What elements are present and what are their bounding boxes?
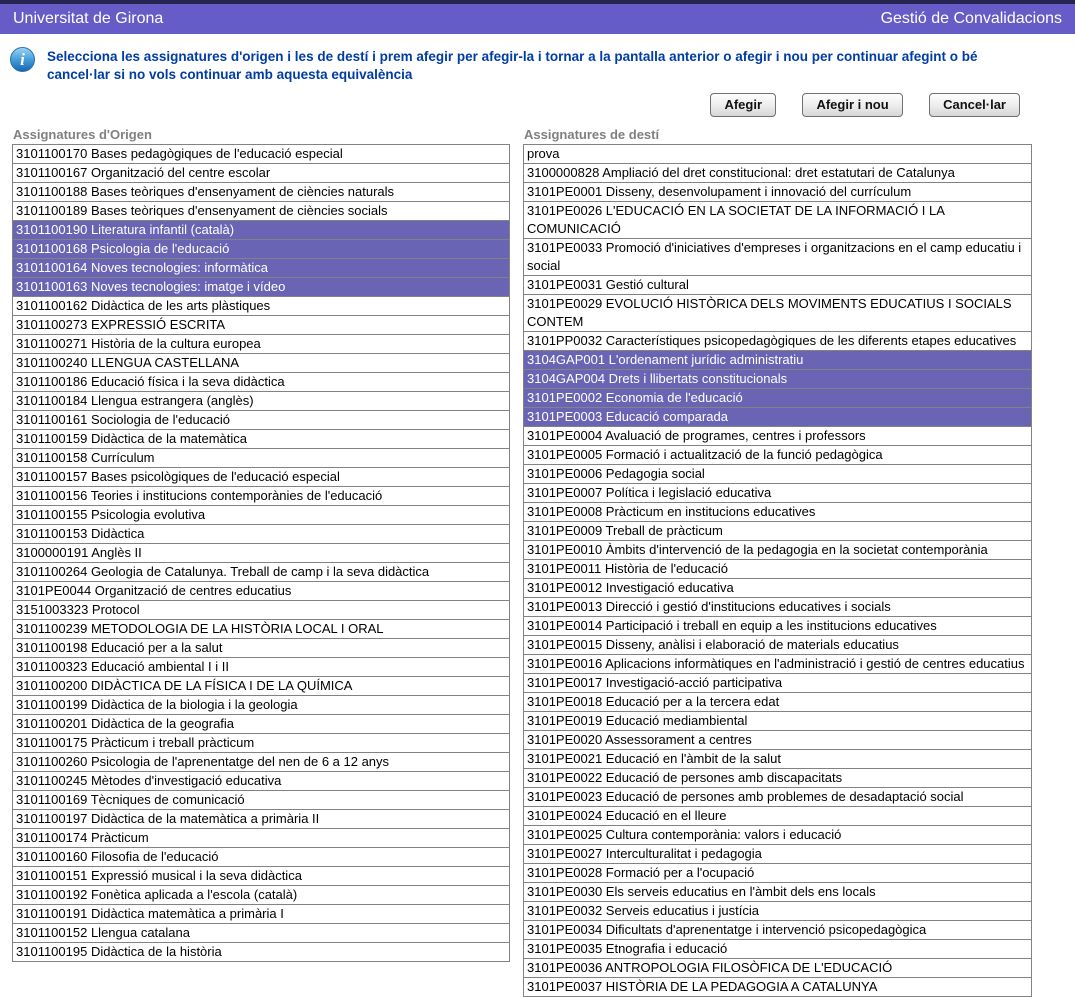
destination-course-item[interactable]: 3101PE0037 HISTÒRIA DE LA PEDAGOGIA A CATALUNYA [524,978,1031,997]
destination-course-item[interactable]: 3101PE0023 Educació de persones amb problemes de desadaptació social [524,788,1031,807]
origin-course-item[interactable]: 3101100160 Filosofia de l'educació [13,848,509,867]
origin-course-item[interactable]: 3101100273 EXPRESSIÓ ESCRITA [13,316,509,335]
origin-list-header: Assignatures d'Origen [13,127,152,142]
destination-course-item[interactable]: 3101PE0034 Dificultats d'aprenentatge i intervenció psicopedagògica [524,921,1031,940]
origin-course-item[interactable]: 3101100245 Mètodes d'investigació educativa [13,772,509,791]
origin-course-item[interactable]: 3101100151 Expressió musical i la seva didàctica [13,867,509,886]
destination-course-item[interactable]: 3101PE0001 Disseny, desenvolupament i innovació del currículum [524,183,1031,202]
origin-course-item[interactable]: 3101100155 Psicologia evolutiva [13,506,509,525]
origin-course-item[interactable]: 3101100157 Bases psicològiques de l'educació especial [13,468,509,487]
origin-course-item[interactable]: 3101100161 Sociologia de l'educació [13,411,509,430]
origin-course-item[interactable]: 3101100189 Bases teòriques d'ensenyament de ciències socials [13,202,509,221]
destination-course-item[interactable]: prova [524,145,1031,164]
destination-course-item[interactable]: 3101PE0031 Gestió cultural [524,276,1031,295]
app-header [0,0,1075,34]
destination-course-item[interactable]: 3101PE0006 Pedagogia social [524,465,1031,484]
page-title: Gestió de Convalidacions [880,10,1062,27]
origin-course-item[interactable]: 3101100239 METODOLOGIA DE LA HISTÒRIA LOCAL I ORAL [13,620,509,639]
destination-course-item[interactable]: 3101PE0003 Educació comparada [524,408,1031,427]
origin-course-item[interactable]: 3101100153 Didàctica [13,525,509,544]
origin-course-item[interactable]: 3101100199 Didàctica de la biologia i la geologia [13,696,509,715]
toolbar [0,93,1075,119]
origin-course-item[interactable]: 3101100170 Bases pedagògiques de l'educació especial [13,145,509,164]
origin-course-item[interactable]: 3101100164 Noves tecnologies: informàtica [13,259,509,278]
app-title: Universitat de Girona [13,10,164,27]
origin-course-item[interactable]: 3101100186 Educació física i la seva didàctica [13,373,509,392]
origin-course-item[interactable]: 3101PE0044 Organització de centres educatius [13,582,509,601]
origin-course-item[interactable]: 3101100156 Teories i institucions contemporànies de l'educació [13,487,509,506]
destination-course-item[interactable]: 3100000828 Ampliació del dret constitucional: dret estatutari de Catalunya [524,164,1031,183]
afegir-i-nou-button[interactable]: Afegir i nou [802,93,902,117]
origin-course-item[interactable]: 3101100195 Didàctica de la història [13,943,509,962]
origin-course-item[interactable]: 3101100168 Psicologia de l'educació [13,240,509,259]
origin-course-item[interactable]: 3101100184 Llengua estrangera (anglès) [13,392,509,411]
afegir-button[interactable]: Afegir [710,93,776,117]
origin-course-item[interactable]: 3101100191 Didàctica matemàtica a primària I [13,905,509,924]
destination-course-item[interactable]: 3101PE0017 Investigació-acció participativa [524,674,1031,693]
destination-course-item[interactable]: 3101PE0011 Història de l'educació [524,560,1031,579]
origin-course-item[interactable]: 3101100323 Educació ambiental I i II [13,658,509,677]
origin-course-item[interactable]: 3101100174 Pràcticum [13,829,509,848]
destination-course-item[interactable]: 3101PE0036 ANTROPOLOGIA FILOSÒFICA DE L'EDUCACIÓ [524,959,1031,978]
origin-course-item[interactable]: 3101100167 Organització del centre escolar [13,164,509,183]
destination-course-item[interactable]: 3101PE0014 Participació i treball en equip a les institucions educatives [524,617,1031,636]
destination-course-item[interactable]: 3101PE0026 L'EDUCACIÓ EN LA SOCIETAT DE LA INFORMACIÓ I LA COMUNICACIÓ [524,202,1031,239]
destination-course-item[interactable]: 3101PE0015 Disseny, anàlisi i elaboració de materials educatius [524,636,1031,655]
instructions-block [10,45,1035,84]
origin-course-item[interactable]: 3101100163 Noves tecnologies: imatge i vídeo [13,278,509,297]
origin-course-item[interactable]: 3101100158 Currículum [13,449,509,468]
destination-course-item[interactable]: 3104GAP001 L'ordenament jurídic administratiu [524,351,1031,370]
destination-course-item[interactable]: 3101PE0009 Treball de pràcticum [524,522,1031,541]
destination-course-item[interactable]: 3104GAP004 Drets i llibertats constitucionals [524,370,1031,389]
origin-course-item[interactable]: 3101100198 Educació per a la salut [13,639,509,658]
destination-course-item[interactable]: 3101PE0004 Avaluació de programes, centres i professors [524,427,1031,446]
destination-course-item[interactable]: 3101PE0027 Interculturalitat i pedagogia [524,845,1031,864]
origin-course-item[interactable]: 3101100200 DIDÀCTICA DE LA FÍSICA I DE LA QUÍMICA [13,677,509,696]
destination-course-item[interactable]: 3101PE0032 Serveis educatius i justícia [524,902,1031,921]
origin-course-item[interactable]: 3101100260 Psicologia de l'aprenentatge del nen de 6 a 12 anys [13,753,509,772]
origin-course-item[interactable]: 3101100190 Literatura infantil (català) [13,221,509,240]
origin-course-item[interactable]: 3100000191 Anglès II [13,544,509,563]
instructions-text: Selecciona les assignatures d'origen i les de destí i prem afegir per afegir-la i tornar a la pantalla anterior o afegir i nou per continuar afegint o bé cancel·lar si no vols continuar amb aquesta equivalència [47,49,978,82]
origin-course-item[interactable]: 3101100264 Geologia de Catalunya. Treball de camp i la seva didàctica [13,563,509,582]
destination-list [523,144,1032,997]
origin-course-item[interactable]: 3101100159 Didàctica de la matemàtica [13,430,509,449]
destination-course-item[interactable]: 3101PE0030 Els serveis educatius en l'àmbit dels ens locals [524,883,1031,902]
destination-course-item[interactable]: 3101PE0013 Direcció i gestió d'institucions educatives i socials [524,598,1031,617]
origin-course-item[interactable]: 3151003323 Protocol [13,601,509,620]
origin-course-item[interactable]: 3101100271 Història de la cultura europea [13,335,509,354]
destination-course-item[interactable]: 3101PE0007 Política i legislació educativa [524,484,1031,503]
destination-course-item[interactable]: 3101PE0019 Educació mediambiental [524,712,1031,731]
destination-list-header: Assignatures de destí [524,127,660,142]
origin-course-item[interactable]: 3101100152 Llengua catalana [13,924,509,943]
destination-course-item[interactable]: 3101PE0029 EVOLUCIÓ HISTÒRICA DELS MOVIMENTS EDUCATIUS I SOCIALS CONTEM [524,295,1031,332]
origin-course-item[interactable]: 3101100175 Pràcticum i treball pràcticum [13,734,509,753]
destination-course-item[interactable]: 3101PE0010 Àmbits d'intervenció de la pedagogia en la societat contemporània [524,541,1031,560]
destination-course-item[interactable]: 3101PE0012 Investigació educativa [524,579,1031,598]
destination-course-item[interactable]: 3101PP0032 Característiques psicopedagògiques de les diferents etapes educatives [524,332,1031,351]
origin-list [12,144,510,962]
origin-course-item[interactable]: 3101100162 Didàctica de les arts plàstiques [13,297,509,316]
destination-course-item[interactable]: 3101PE0016 Aplicacions informàtiques en l'administració i gestió de centres educatius [524,655,1031,674]
destination-course-item[interactable]: 3101PE0020 Assessorament a centres [524,731,1031,750]
cancellar-button[interactable]: Cancel·lar [929,93,1020,117]
destination-course-item[interactable]: 3101PE0022 Educació de persones amb discapacitats [524,769,1031,788]
destination-course-item[interactable]: 3101PE0024 Educació en el lleure [524,807,1031,826]
destination-course-item[interactable]: 3101PE0021 Educació en l'àmbit de la salut [524,750,1031,769]
origin-course-item[interactable]: 3101100197 Didàctica de la matemàtica a primària II [13,810,509,829]
destination-course-item[interactable]: 3101PE0035 Etnografia i educació [524,940,1031,959]
origin-course-item[interactable]: 3101100240 LLENGUA CASTELLANA [13,354,509,373]
destination-course-item[interactable]: 3101PE0018 Educació per a la tercera edat [524,693,1031,712]
origin-course-item[interactable]: 3101100201 Didàctica de la geografia [13,715,509,734]
destination-course-item[interactable]: 3101PE0025 Cultura contemporània: valors i educació [524,826,1031,845]
origin-course-item[interactable]: 3101100192 Fonètica aplicada a l'escola (català) [13,886,509,905]
destination-course-item[interactable]: 3101PE0005 Formació i actualització de la funció pedagògica [524,446,1031,465]
origin-course-item[interactable]: 3101100188 Bases teòriques d'ensenyament de ciències naturals [13,183,509,202]
info-icon: i [10,47,35,72]
destination-course-item[interactable]: 3101PE0008 Pràcticum en institucions educatives [524,503,1031,522]
destination-course-item[interactable]: 3101PE0033 Promoció d'iniciatives d'empreses i organitzacions en el camp educatiu i social [524,239,1031,276]
destination-course-item[interactable]: 3101PE0028 Formació per a l'ocupació [524,864,1031,883]
destination-course-item[interactable]: 3101PE0002 Economia de l'educació [524,389,1031,408]
origin-course-item[interactable]: 3101100169 Tècniques de comunicació [13,791,509,810]
lists-container [12,127,1075,997]
